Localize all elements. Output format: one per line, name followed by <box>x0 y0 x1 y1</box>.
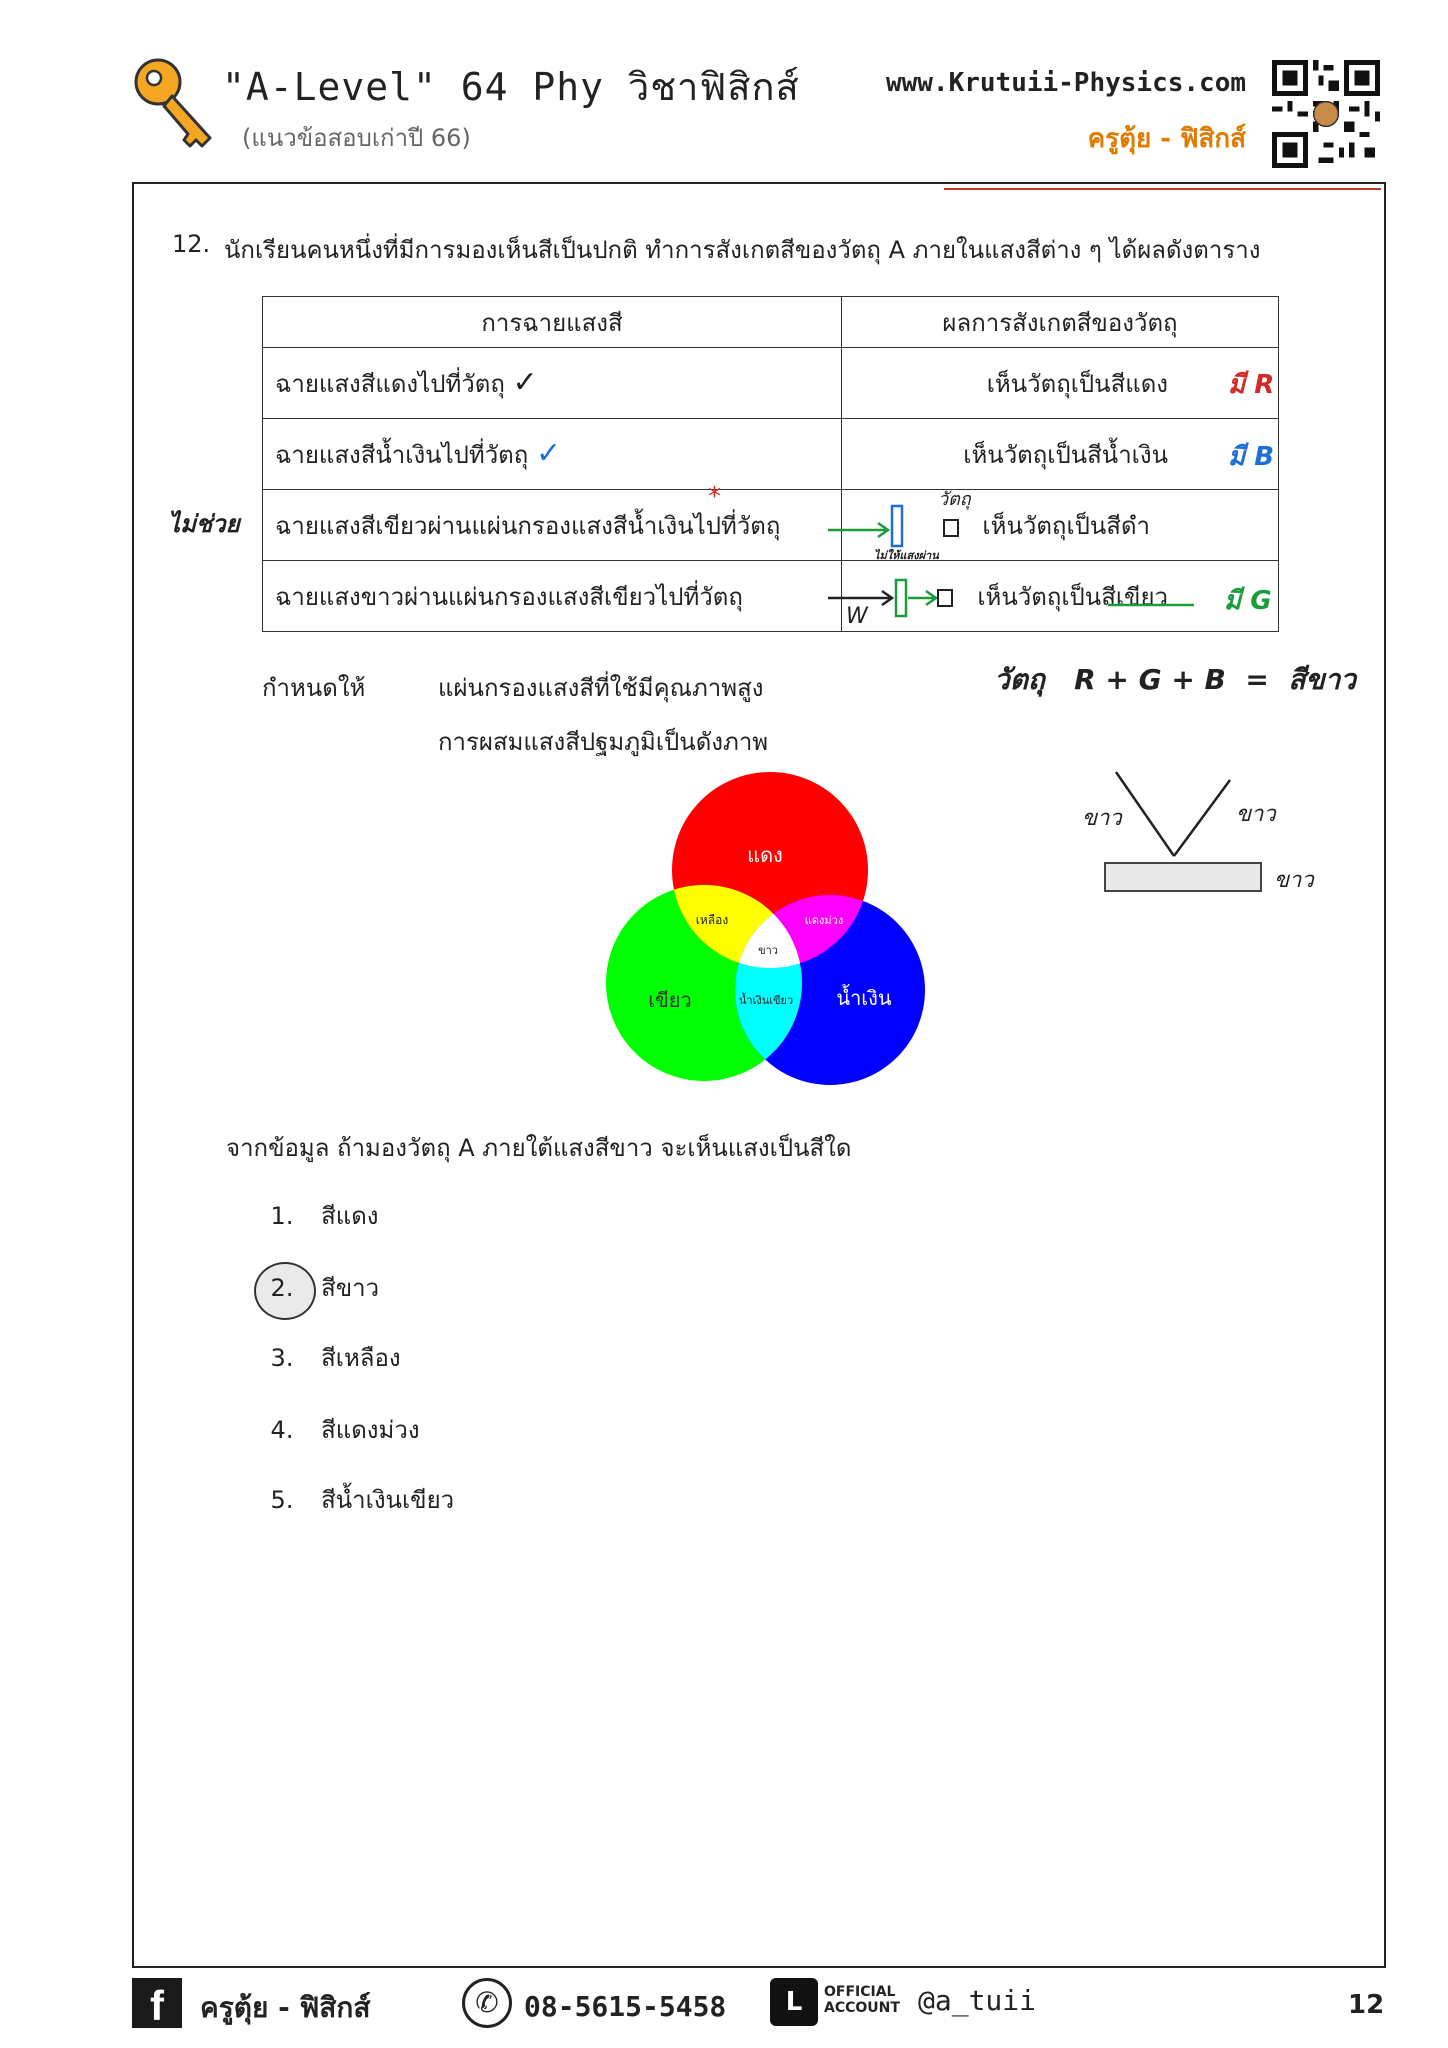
choice-number: 4. <box>270 1416 294 1444</box>
choice-number: 1. <box>270 1202 294 1230</box>
color-mixing-venn-diagram <box>600 772 930 1102</box>
venn-label-green: เขียว <box>648 988 692 1012</box>
qr-code-icon[interactable] <box>1272 60 1380 168</box>
venn-label-yellow: เหลือง <box>695 913 729 927</box>
table-row <box>263 490 1279 561</box>
choice-item[interactable] <box>262 1268 379 1307</box>
check-mark: ✓ <box>535 435 562 471</box>
table-cell-condition: ฉายแสงสีน้ำเงินไปที่วัตถุ ✓ <box>263 419 842 490</box>
choice-text: สีน้ำเงินเขียว <box>321 1486 455 1514</box>
choice-number: 5. <box>270 1486 294 1514</box>
reflecting-object <box>1104 862 1262 892</box>
table-cell-condition: ฉายแสงสีเขียวผ่านแผ่นกรองแสงสีน้ำเงินไปที่วัตถุ <box>263 490 842 561</box>
given-line: การผสมแสงสีปฐมภูมิเป็นดังภาพ <box>438 728 769 756</box>
table-header: ผลการสังเกตสีของวัตถุ <box>842 297 1279 348</box>
annotation-reflect-left: ขาว <box>1082 806 1122 831</box>
annotation-blue: มี B <box>1228 442 1275 472</box>
footer-phone-number[interactable]: 08-5615-5458 <box>524 1990 727 2023</box>
annotation-object-word: วัตถุ <box>938 489 971 510</box>
underline-mark <box>1106 600 1196 610</box>
key-icon <box>130 52 220 152</box>
observation-table <box>262 296 1279 632</box>
table-cell-condition: ฉายแสงสีแดงไปที่วัตถุ ✓ <box>263 348 842 419</box>
venn-label-magenta: แดงม่วง <box>804 914 844 927</box>
venn-label-white: ขาว <box>758 944 778 957</box>
facebook-icon[interactable]: f <box>132 1978 182 2028</box>
choice-text: สีแดงม่วง <box>321 1416 420 1444</box>
table-cell-result: เห็นวัตถุเป็นสีน้ำเงิน <box>842 419 1279 490</box>
line-app-icon[interactable]: L <box>770 1978 818 2026</box>
annotation-not-help: ไม่ช่วย <box>168 510 240 538</box>
red-star-icon: * <box>708 482 721 512</box>
footer-line-id[interactable]: @a_tuii <box>918 1984 1037 2017</box>
question-number: 12. <box>172 230 211 258</box>
annotation-equation: วัตถุ R + G + B = สีขาว <box>994 663 1357 696</box>
venn-label-cyan: น้ำเงินเขียว <box>738 994 794 1007</box>
choice-text: สีขาว <box>321 1274 380 1302</box>
annotation-white-label: W <box>846 604 868 629</box>
choice-item[interactable] <box>262 1196 379 1235</box>
table-header-row <box>263 297 1279 348</box>
choice-number: 3. <box>270 1344 294 1372</box>
venn-label-red: แดง <box>747 843 783 867</box>
page-number: 12 <box>1348 1990 1385 2020</box>
annotation-reflect-object: ขาว <box>1274 868 1314 893</box>
choice-text: สีเหลือง <box>321 1344 401 1372</box>
table-cell-condition: ฉายแสงขาวผ่านแผ่นกรองแสงสีเขียวไปที่วัตถุ <box>263 561 842 632</box>
venn-label-blue: น้ำเงิน <box>836 986 892 1010</box>
annotation-filter-note: ไม่ให้แสงผ่าน <box>874 549 939 562</box>
table-header: การฉายแสงสี <box>263 297 842 348</box>
document-title: "A-Level" 64 Phy วิชาฟิสิกส์ <box>222 65 800 109</box>
table-cell-result: เห็นวัตถุเป็นสีเขียว <box>842 561 1279 632</box>
question-prompt: จากข้อมูล ถ้ามองวัตถุ A ภายใต้แสงสีขาว จะเห็นแสงเป็นสีใด <box>226 1134 852 1162</box>
annotation-reflect-right: ขาว <box>1236 802 1276 827</box>
line-official-account-label: OFFICIAL ACCOUNT <box>824 1984 900 2016</box>
choice-item[interactable] <box>262 1338 401 1377</box>
document-subtitle: (แนวข้อสอบเก่าปี 66) <box>242 124 471 152</box>
choice-text: สีแดง <box>321 1202 379 1230</box>
teacher-name: ครูตุ้ย - ฟิสิกส์ <box>1087 124 1246 154</box>
check-mark: ✓ <box>512 364 538 400</box>
question-text: นักเรียนคนหนึ่งที่มีการมองเห็นสีเป็นปกติ ทำการสังเกตสีของวัตถุ A ภายในแสงสีต่าง ๆ ได้ผลดังตาราง <box>224 236 1261 264</box>
footer-facebook-name[interactable]: ครูตุ้ย - ฟิสิกส์ <box>200 1991 371 2024</box>
table-cell-result: เห็นวัตถุเป็นสีแดง <box>842 348 1279 419</box>
table-row <box>263 419 1279 490</box>
table-cell-result: เห็นวัตถุเป็นสีดำ <box>842 490 1279 561</box>
filter-sketch-icon <box>820 490 980 630</box>
table-row <box>263 348 1279 419</box>
annotation-green: มี G <box>1224 586 1272 616</box>
annotation-red: มี R <box>1228 370 1275 400</box>
website-link[interactable]: www.Krutuii-Physics.com <box>885 68 1246 98</box>
given-line: แผ่นกรองแสงสีที่ใช้มีคุณภาพสูง <box>438 674 764 702</box>
choice-item[interactable] <box>262 1480 454 1519</box>
phone-icon: ✆ <box>462 1978 512 2028</box>
choice-item[interactable] <box>262 1410 420 1449</box>
choice-number: 2. <box>270 1274 294 1302</box>
given-label: กำหนดให้ <box>262 674 366 702</box>
table-row <box>263 561 1279 632</box>
